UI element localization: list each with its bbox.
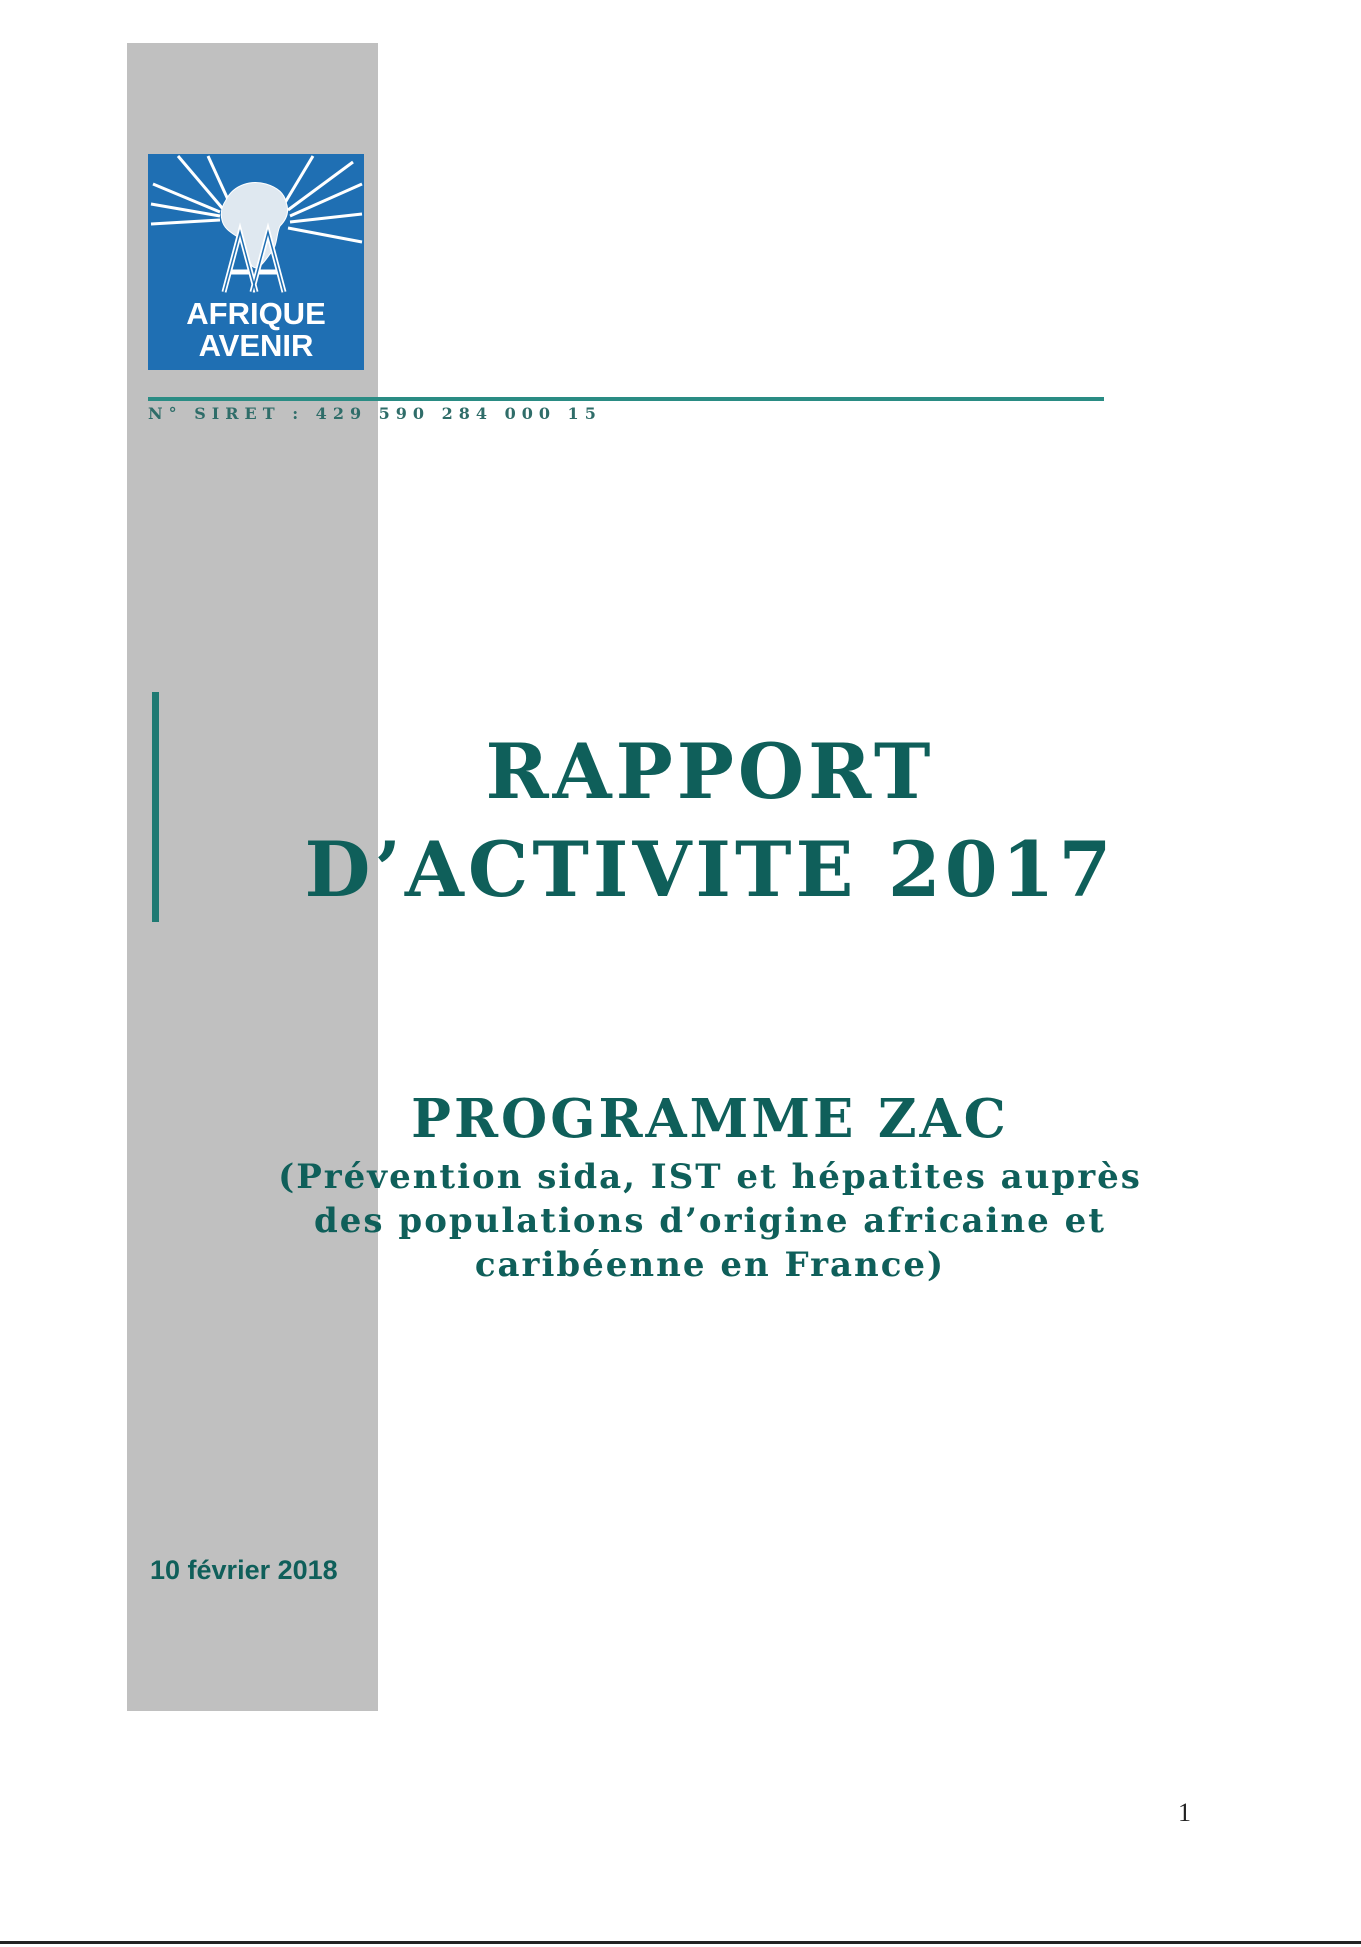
program-subtitle-line2: des populations d’origine africaine et <box>314 1201 1106 1241</box>
report-date: 10 février 2018 <box>150 1555 338 1585</box>
header-rule <box>148 397 1104 401</box>
program-subtitle-line1: (Prévention sida, IST et hépatites auprès <box>278 1157 1142 1197</box>
program-title: PROGRAMME ZAC <box>411 1088 1009 1150</box>
logo-text-afrique: AFRIQUE <box>186 296 326 331</box>
report-title-line2: D’ACTIVITE 2017 <box>304 825 1116 914</box>
afrique-avenir-logo <box>148 154 364 370</box>
page-number: 1 <box>1178 1798 1191 1827</box>
siret-number: N° SIRET : 429 590 284 000 15 <box>148 404 602 423</box>
page-bottom-border <box>0 1941 1361 1944</box>
report-title-line1: RAPPORT <box>485 727 935 816</box>
title-accent-bar <box>152 692 159 922</box>
program-subtitle-line3: caribéenne en France) <box>474 1245 946 1285</box>
logo-text-avenir: AVENIR <box>198 328 314 363</box>
